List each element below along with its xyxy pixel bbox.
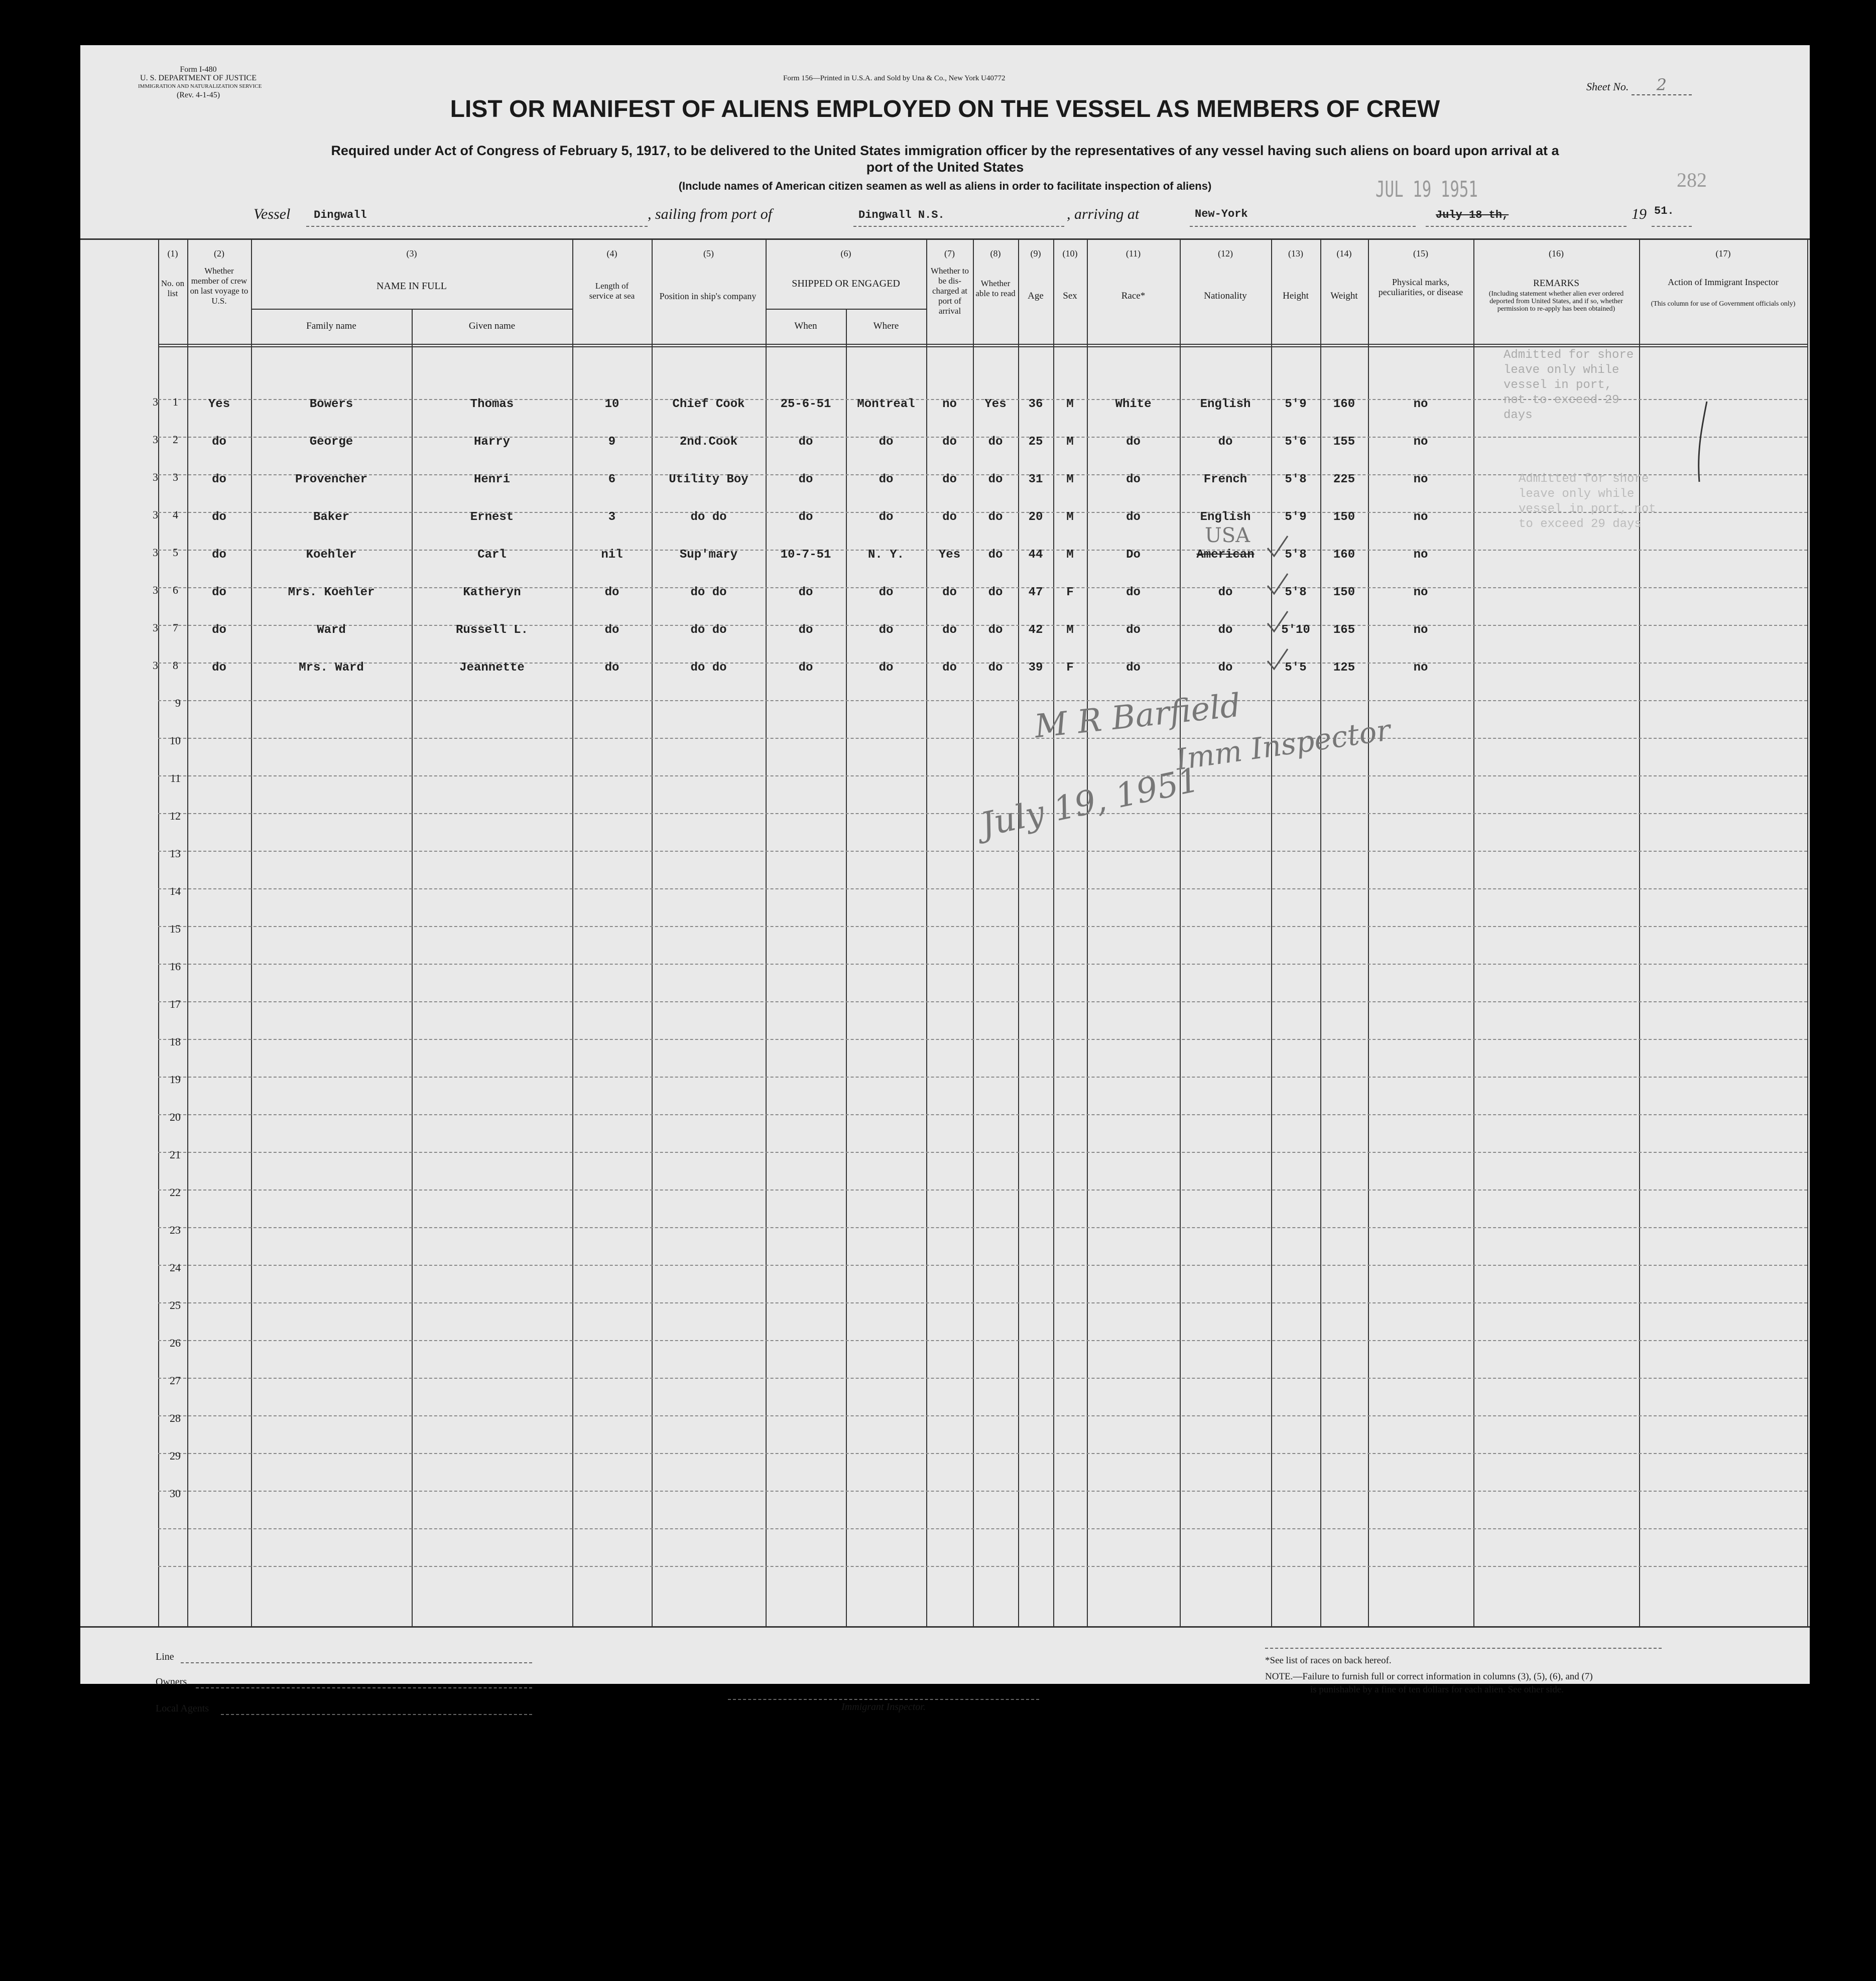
header-age: Age xyxy=(1028,291,1044,301)
race-cell: Do xyxy=(1126,548,1141,562)
age-cell: 44 xyxy=(1028,548,1043,562)
age-cell: 31 xyxy=(1028,473,1043,486)
sex-cell: F xyxy=(1066,586,1074,599)
height-cell: 5'10 xyxy=(1281,623,1310,637)
empty-row-number: 30 xyxy=(170,1487,181,1500)
col-num-6: (6) xyxy=(840,248,851,258)
given-name-cell: Katheryn xyxy=(463,586,521,599)
sheet-value: 2 xyxy=(1632,75,1692,95)
col-num-13: (13) xyxy=(1288,248,1303,258)
age-cell: 36 xyxy=(1028,398,1043,411)
service-cell: do xyxy=(604,586,619,599)
row-prefix: 3 xyxy=(153,508,158,521)
discharged-cell: no xyxy=(942,398,957,411)
header-name-in-full: NAME IN FULL xyxy=(377,281,447,292)
check-mark-icon xyxy=(1265,572,1290,597)
crew-cell: Yes xyxy=(208,398,230,411)
col-num-9: (9) xyxy=(1030,248,1041,258)
manifest-sheet xyxy=(80,45,1810,1714)
family-name-cell: Koehler xyxy=(306,548,357,562)
discharged-cell: do xyxy=(942,623,957,637)
given-name-cell: Russell L. xyxy=(455,623,529,637)
shipped-when-cell: do xyxy=(798,623,813,637)
given-name-cell: Jeannette xyxy=(459,661,525,675)
row-prefix: 3 xyxy=(153,584,158,596)
shipped-where-cell: do xyxy=(879,661,894,675)
weight-cell: 165 xyxy=(1333,623,1355,637)
port-to: New-York xyxy=(1195,208,1248,220)
col-num-15: (15) xyxy=(1413,248,1428,258)
vessel-name: Dingwall xyxy=(314,209,367,221)
service-cell: 9 xyxy=(608,435,616,449)
footer-owners-label: Owners xyxy=(156,1676,187,1687)
footer-inspector-label: Immigrant Inspector. xyxy=(841,1701,926,1712)
able-to-read-cell: do xyxy=(988,586,1003,599)
family-name-cell: Baker xyxy=(313,510,349,524)
given-name-cell: Carl xyxy=(477,548,507,562)
weight-cell: 150 xyxy=(1333,586,1355,599)
discharged-cell: Yes xyxy=(938,548,961,562)
footer-note-1: NOTE.—Failure to furnish full or correct information in columns (3), (5), (6), and (7) xyxy=(1265,1671,1593,1682)
sex-cell: F xyxy=(1066,661,1074,675)
sex-cell: M xyxy=(1066,473,1074,486)
year-prefix: 19 xyxy=(1632,206,1647,222)
sheet-label: Sheet No. xyxy=(1586,80,1629,93)
sailing-label: , sailing from port of xyxy=(648,206,773,222)
header-inspector-action: Action of Immigrant Inspector xyxy=(1668,277,1779,287)
nationality-cell: do xyxy=(1218,435,1233,449)
footer-agents-label: Local Agents xyxy=(156,1703,209,1714)
empty-row-number: 25 xyxy=(170,1299,181,1311)
row-number: 1 xyxy=(173,395,178,408)
empty-row-number: 20 xyxy=(170,1111,181,1123)
crew-cell: do xyxy=(212,548,226,562)
able-to-read-cell: do xyxy=(988,473,1003,486)
height-cell: 5'9 xyxy=(1285,398,1307,411)
nationality-cell: French xyxy=(1203,473,1247,486)
vessel-label: Vessel xyxy=(254,206,291,222)
col-num-7: (7) xyxy=(944,248,955,258)
nationality-correction: USA xyxy=(1205,524,1250,547)
weight-cell: 150 xyxy=(1333,510,1355,524)
department-name: U. S. DEPARTMENT OF JUSTICE xyxy=(140,74,257,82)
port-from: Dingwall N.S. xyxy=(858,209,945,221)
form-subtitle-1: Required under Act of Congress of February 5, 1917, to be delivered to the United States immigration officer by the representatives of any vessel having such aliens on board upon arrival at a xyxy=(331,143,1559,158)
date-stamp: JUL 19 1951 xyxy=(1375,177,1478,202)
discharged-cell: do xyxy=(942,661,957,675)
row-prefix: 3 xyxy=(153,471,158,483)
age-cell: 39 xyxy=(1028,661,1043,675)
nationality-cell: do xyxy=(1218,586,1233,599)
given-name-cell: Henri xyxy=(473,473,510,486)
row-number: 2 xyxy=(173,433,178,446)
empty-row-number: 10 xyxy=(170,734,181,747)
age-cell: 47 xyxy=(1028,586,1043,599)
age-cell: 20 xyxy=(1028,510,1043,524)
race-cell: do xyxy=(1126,473,1141,486)
sex-cell: M xyxy=(1066,398,1074,411)
form-revision: (Rev. 4-1-45) xyxy=(176,91,220,99)
service-cell: 10 xyxy=(604,398,619,411)
col-num-1: (1) xyxy=(167,248,178,258)
form-subtitle-2: port of the United States xyxy=(866,160,1024,175)
header-shipped-engaged: SHIPPED OR ENGAGED xyxy=(792,278,900,289)
discharged-cell: do xyxy=(942,510,957,524)
position-cell: Utility Boy xyxy=(669,473,748,486)
race-cell: do xyxy=(1126,435,1141,449)
race-cell: do xyxy=(1126,510,1141,524)
weight-cell: 160 xyxy=(1333,548,1355,562)
physical-marks-cell: no xyxy=(1413,510,1428,524)
family-name-cell: Ward xyxy=(317,623,346,637)
row-prefix: 3 xyxy=(153,433,158,446)
family-name-cell: Provencher xyxy=(295,473,368,486)
able-to-read-cell: do xyxy=(988,435,1003,449)
physical-marks-cell: no xyxy=(1413,473,1428,486)
signature-title: Imm Inspector xyxy=(1173,713,1393,777)
empty-row-number: 27 xyxy=(170,1374,181,1387)
shipped-where-cell: do xyxy=(879,586,894,599)
header-weight: Weight xyxy=(1330,291,1358,301)
able-to-read-cell: Yes xyxy=(984,398,1007,411)
shipped-where-cell: Montreal xyxy=(857,398,915,411)
shipped-when-cell: do xyxy=(798,435,813,449)
race-cell: do xyxy=(1126,586,1141,599)
position-cell: Chief Cook xyxy=(672,398,745,411)
discharged-cell: do xyxy=(942,586,957,599)
row-prefix: 3 xyxy=(153,621,158,634)
crew-cell: do xyxy=(212,661,226,675)
empty-row-number: 15 xyxy=(170,922,181,935)
empty-row-number: 19 xyxy=(170,1073,181,1086)
shipped-when-cell: do xyxy=(798,586,813,599)
service-name: IMMIGRATION AND NATURALIZATION SERVICE xyxy=(138,83,262,89)
race-cell: White xyxy=(1115,398,1152,411)
position-cell: do do xyxy=(690,510,727,524)
shipped-when-cell: 25-6-51 xyxy=(780,398,831,411)
race-cell: do xyxy=(1126,661,1141,675)
check-mark-icon xyxy=(1265,647,1290,672)
service-cell: 3 xyxy=(608,510,616,524)
weight-cell: 155 xyxy=(1333,435,1355,449)
nationality-cell: English xyxy=(1200,510,1251,524)
crew-cell: do xyxy=(212,435,226,449)
able-to-read-cell: do xyxy=(988,510,1003,524)
position-cell: do do xyxy=(690,661,727,675)
remark-shore-leave-1: Admitted for shore leave only while vessel in port, not to exceed 29 days xyxy=(1504,348,1634,422)
nationality-cell: American xyxy=(1196,548,1255,562)
position-cell: do do xyxy=(690,623,727,637)
header-race: Race* xyxy=(1121,291,1146,301)
header-remarks-sub: (Including statement whether alien ever ordered deported from United States, and if so, whether permission to re-apply has been obtained) xyxy=(1488,290,1624,313)
col-num-17: (17) xyxy=(1715,248,1731,258)
col-num-4: (4) xyxy=(606,248,617,258)
empty-row-number: 22 xyxy=(170,1186,181,1199)
age-cell: 25 xyxy=(1028,435,1043,449)
footer-line-label: Line xyxy=(156,1651,174,1662)
discharged-cell: do xyxy=(942,473,957,486)
race-cell: do xyxy=(1126,623,1141,637)
weight-cell: 225 xyxy=(1333,473,1355,486)
position-cell: do do xyxy=(690,586,727,599)
height-cell: 5'5 xyxy=(1285,661,1307,675)
row-number: 8 xyxy=(173,659,178,672)
signature-name: M R Barfield xyxy=(1033,687,1242,746)
family-name-cell: George xyxy=(309,435,353,449)
sex-cell: M xyxy=(1066,548,1074,562)
row-prefix: 3 xyxy=(153,395,158,408)
given-name-cell: Ernest xyxy=(470,510,514,524)
height-cell: 5'9 xyxy=(1285,510,1307,524)
col-num-16: (16) xyxy=(1549,248,1564,258)
physical-marks-cell: no xyxy=(1413,435,1428,449)
physical-marks-cell: no xyxy=(1413,398,1428,411)
height-cell: 5'8 xyxy=(1285,586,1307,599)
height-cell: 5'8 xyxy=(1285,548,1307,562)
header-when: When xyxy=(794,321,817,331)
crew-cell: do xyxy=(212,510,226,524)
footer-note-2: is punishable by a fine of ten dollars for each alien. See other side. xyxy=(1310,1684,1564,1695)
physical-marks-cell: no xyxy=(1413,623,1428,637)
empty-row-number: 12 xyxy=(170,810,181,822)
weight-cell: 160 xyxy=(1333,398,1355,411)
weight-cell: 125 xyxy=(1333,661,1355,675)
col-num-3: (3) xyxy=(406,248,417,258)
remark-shore-leave-2: Admitted for shore leave only while vessel in port, not to exceed 29 days xyxy=(1519,472,1656,531)
service-cell: do xyxy=(604,623,619,637)
col-num-5: (5) xyxy=(703,248,714,258)
shipped-where-cell: do xyxy=(879,510,894,524)
empty-row-number: 14 xyxy=(170,885,181,897)
shipped-where-cell: N. Y. xyxy=(867,548,904,562)
check-mark-icon xyxy=(1265,609,1290,634)
empty-row-number: 13 xyxy=(170,847,181,860)
header-sex: Sex xyxy=(1063,291,1077,301)
table-bottom-rule xyxy=(80,1626,1810,1628)
physical-marks-cell: no xyxy=(1413,586,1428,599)
row-number: 4 xyxy=(173,508,178,521)
col-num-11: (11) xyxy=(1125,248,1141,258)
year-suffix: 51. xyxy=(1654,205,1674,217)
empty-row-number: 29 xyxy=(170,1449,181,1462)
shipped-when-cell: do xyxy=(798,510,813,524)
header-position: Position in ship's company xyxy=(659,291,757,301)
empty-row-number: 11 xyxy=(170,772,181,784)
able-to-read-cell: do xyxy=(988,548,1003,562)
family-name-cell: Mrs. Ward xyxy=(299,661,364,675)
shipped-where-cell: do xyxy=(879,623,894,637)
row-number: 5 xyxy=(173,546,178,559)
row-prefix: 3 xyxy=(153,546,158,559)
crew-cell: do xyxy=(212,623,226,637)
position-cell: Sup'mary xyxy=(679,548,738,562)
header-length-of-service: Length of service at sea xyxy=(589,281,635,301)
crew-cell: do xyxy=(212,586,226,599)
empty-row-number: 26 xyxy=(170,1337,181,1349)
header-inspector-sub: (This column for use of Government officials only) xyxy=(1651,300,1796,308)
service-cell: do xyxy=(604,661,619,675)
header-family-name: Family name xyxy=(306,321,356,331)
empty-row-number: 21 xyxy=(170,1148,181,1161)
height-cell: 5'6 xyxy=(1285,435,1307,449)
table-header-rule xyxy=(158,344,1807,345)
shipped-where-cell: do xyxy=(879,435,894,449)
empty-row-number: 9 xyxy=(175,697,181,709)
sex-cell: M xyxy=(1066,435,1074,449)
service-cell: 6 xyxy=(608,473,616,486)
form-title: LIST OR MANIFEST OF ALIENS EMPLOYED ON THE VESSEL AS MEMBERS OF CREW xyxy=(450,96,1440,122)
inspector-mark xyxy=(1677,397,1717,487)
physical-marks-cell: no xyxy=(1413,548,1428,562)
department-block xyxy=(138,65,262,99)
family-name-cell: Bowers xyxy=(309,398,353,411)
table-top-rule xyxy=(80,238,1810,240)
shipped-where-cell: do xyxy=(879,473,894,486)
page-number: 282 xyxy=(1677,169,1707,191)
empty-row-number: 17 xyxy=(170,998,181,1010)
footer-races-note: *See list of races on back hereof. xyxy=(1265,1655,1392,1666)
sex-cell: M xyxy=(1066,623,1074,637)
header-no-on-list: No. on list xyxy=(161,279,185,298)
header-physical-marks: Physical marks, peculiarities, or disease xyxy=(1378,277,1463,297)
age-cell: 42 xyxy=(1028,623,1043,637)
arrival-date: July 18 th, xyxy=(1436,209,1509,221)
col-num-12: (12) xyxy=(1218,248,1233,258)
height-cell: 5'8 xyxy=(1285,473,1307,486)
header-given-name: Given name xyxy=(468,321,516,331)
row-number: 6 xyxy=(173,584,178,596)
able-to-read-cell: do xyxy=(988,623,1003,637)
col-num-8: (8) xyxy=(990,248,1001,258)
header-able-to-read: Whether able to read xyxy=(975,279,1016,298)
physical-marks-cell: no xyxy=(1413,661,1428,675)
able-to-read-cell: do xyxy=(988,661,1003,675)
printer-line: Form 156—Printed in U.S.A. and Sold by Una & Co., New York U40772 xyxy=(783,74,1006,82)
header-remarks: REMARKS xyxy=(1533,278,1579,289)
header-height: Height xyxy=(1283,291,1309,301)
shipped-when-cell: do xyxy=(798,661,813,675)
shipped-when-cell: 10-7-51 xyxy=(780,548,831,562)
row-number: 3 xyxy=(173,471,178,483)
col-num-10: (10) xyxy=(1062,248,1078,258)
empty-row-number: 23 xyxy=(170,1224,181,1236)
crew-cell: do xyxy=(212,473,226,486)
signature-date: July 19, 1951 xyxy=(977,760,1203,845)
form-number: Form I-480 xyxy=(180,65,217,74)
service-cell: nil xyxy=(601,548,623,562)
row-number: 7 xyxy=(173,621,178,634)
nationality-cell: do xyxy=(1218,623,1233,637)
empty-row-number: 28 xyxy=(170,1412,181,1424)
empty-row-number: 16 xyxy=(170,960,181,973)
empty-row-number: 18 xyxy=(170,1035,181,1048)
col-num-14: (14) xyxy=(1336,248,1352,258)
shipped-when-cell: do xyxy=(798,473,813,486)
sex-cell: M xyxy=(1066,510,1074,524)
nationality-cell: do xyxy=(1218,661,1233,675)
header-nationality: Nationality xyxy=(1204,291,1247,301)
sheet-number xyxy=(1586,75,1692,95)
position-cell: 2nd.Cook xyxy=(679,435,738,449)
check-mark-icon xyxy=(1265,534,1290,559)
empty-row-number: 24 xyxy=(170,1261,181,1274)
nationality-cell: English xyxy=(1200,398,1251,411)
given-name-cell: Thomas xyxy=(470,398,514,411)
header-crew-last-voyage: Whether member of crew on last voyage to U.S. xyxy=(190,266,248,306)
form-note: (Include names of American citizen seamen as well as aliens in order to facilitate inspection of aliens) xyxy=(678,180,1212,192)
discharged-cell: do xyxy=(942,435,957,449)
arriving-label: , arriving at xyxy=(1067,206,1140,222)
given-name-cell: Harry xyxy=(473,435,510,449)
col-num-2: (2) xyxy=(214,248,224,258)
family-name-cell: Mrs. Koehler xyxy=(288,586,375,599)
row-prefix: 3 xyxy=(153,659,158,672)
header-where: Where xyxy=(873,321,899,331)
header-discharged: Whether to be dis-charged at port of arrival xyxy=(931,266,969,316)
